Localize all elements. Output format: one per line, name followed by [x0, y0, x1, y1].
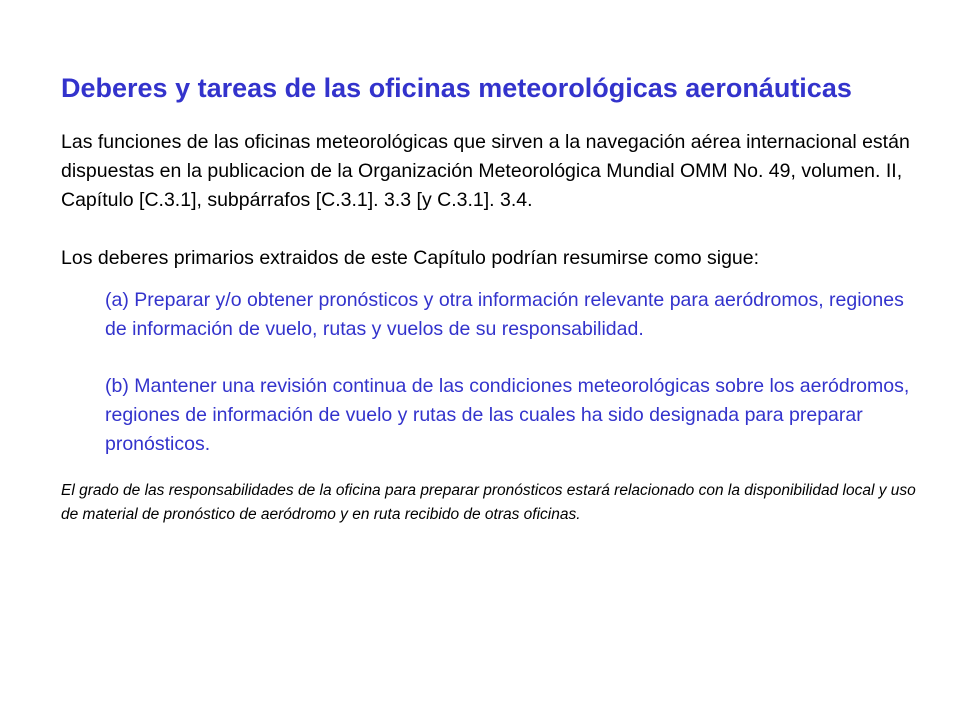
- duty-item-a: (a) Preparar y/o obtener pronósticos y otra información relevante para aeródromos, regiones de información de vuelo, rutas y vuelos de su responsabilidad.: [105, 289, 904, 340]
- intro-paragraph: Las funciones de las oficinas meteorológicas que sirven a la navegación aérea internacional están dispuestas en la publicacion de la Organización Meteorológica Mundial OMM No. 49, volumen. II, Capítulo [C.3.1], subpárrafos [C.3.1]. 3.3 [y C.3.1]. 3.4.: [61, 131, 910, 211]
- footnote: El grado de las responsabilidades de la oficina para preparar pronósticos estará relacionado con la disponibilidad local y uso de material de pronóstico de aeródromo y en ruta recibido de otras oficinas.: [61, 482, 916, 523]
- duty-item-b: (b) Mantener una revisión continua de las condiciones meteorológicas sobre los aeródromos, regiones de información de vuelo y rutas de las cuales ha sido designada para preparar pronósticos.: [105, 375, 910, 455]
- slide-title: Deberes y tareas de las oficinas meteorológicas aeronáuticas: [61, 73, 852, 103]
- slide-content: [61, 72, 921, 543]
- duties-lead-paragraph: Los deberes primarios extraidos de este Capítulo podrían resumirse como sigue:: [61, 247, 760, 269]
